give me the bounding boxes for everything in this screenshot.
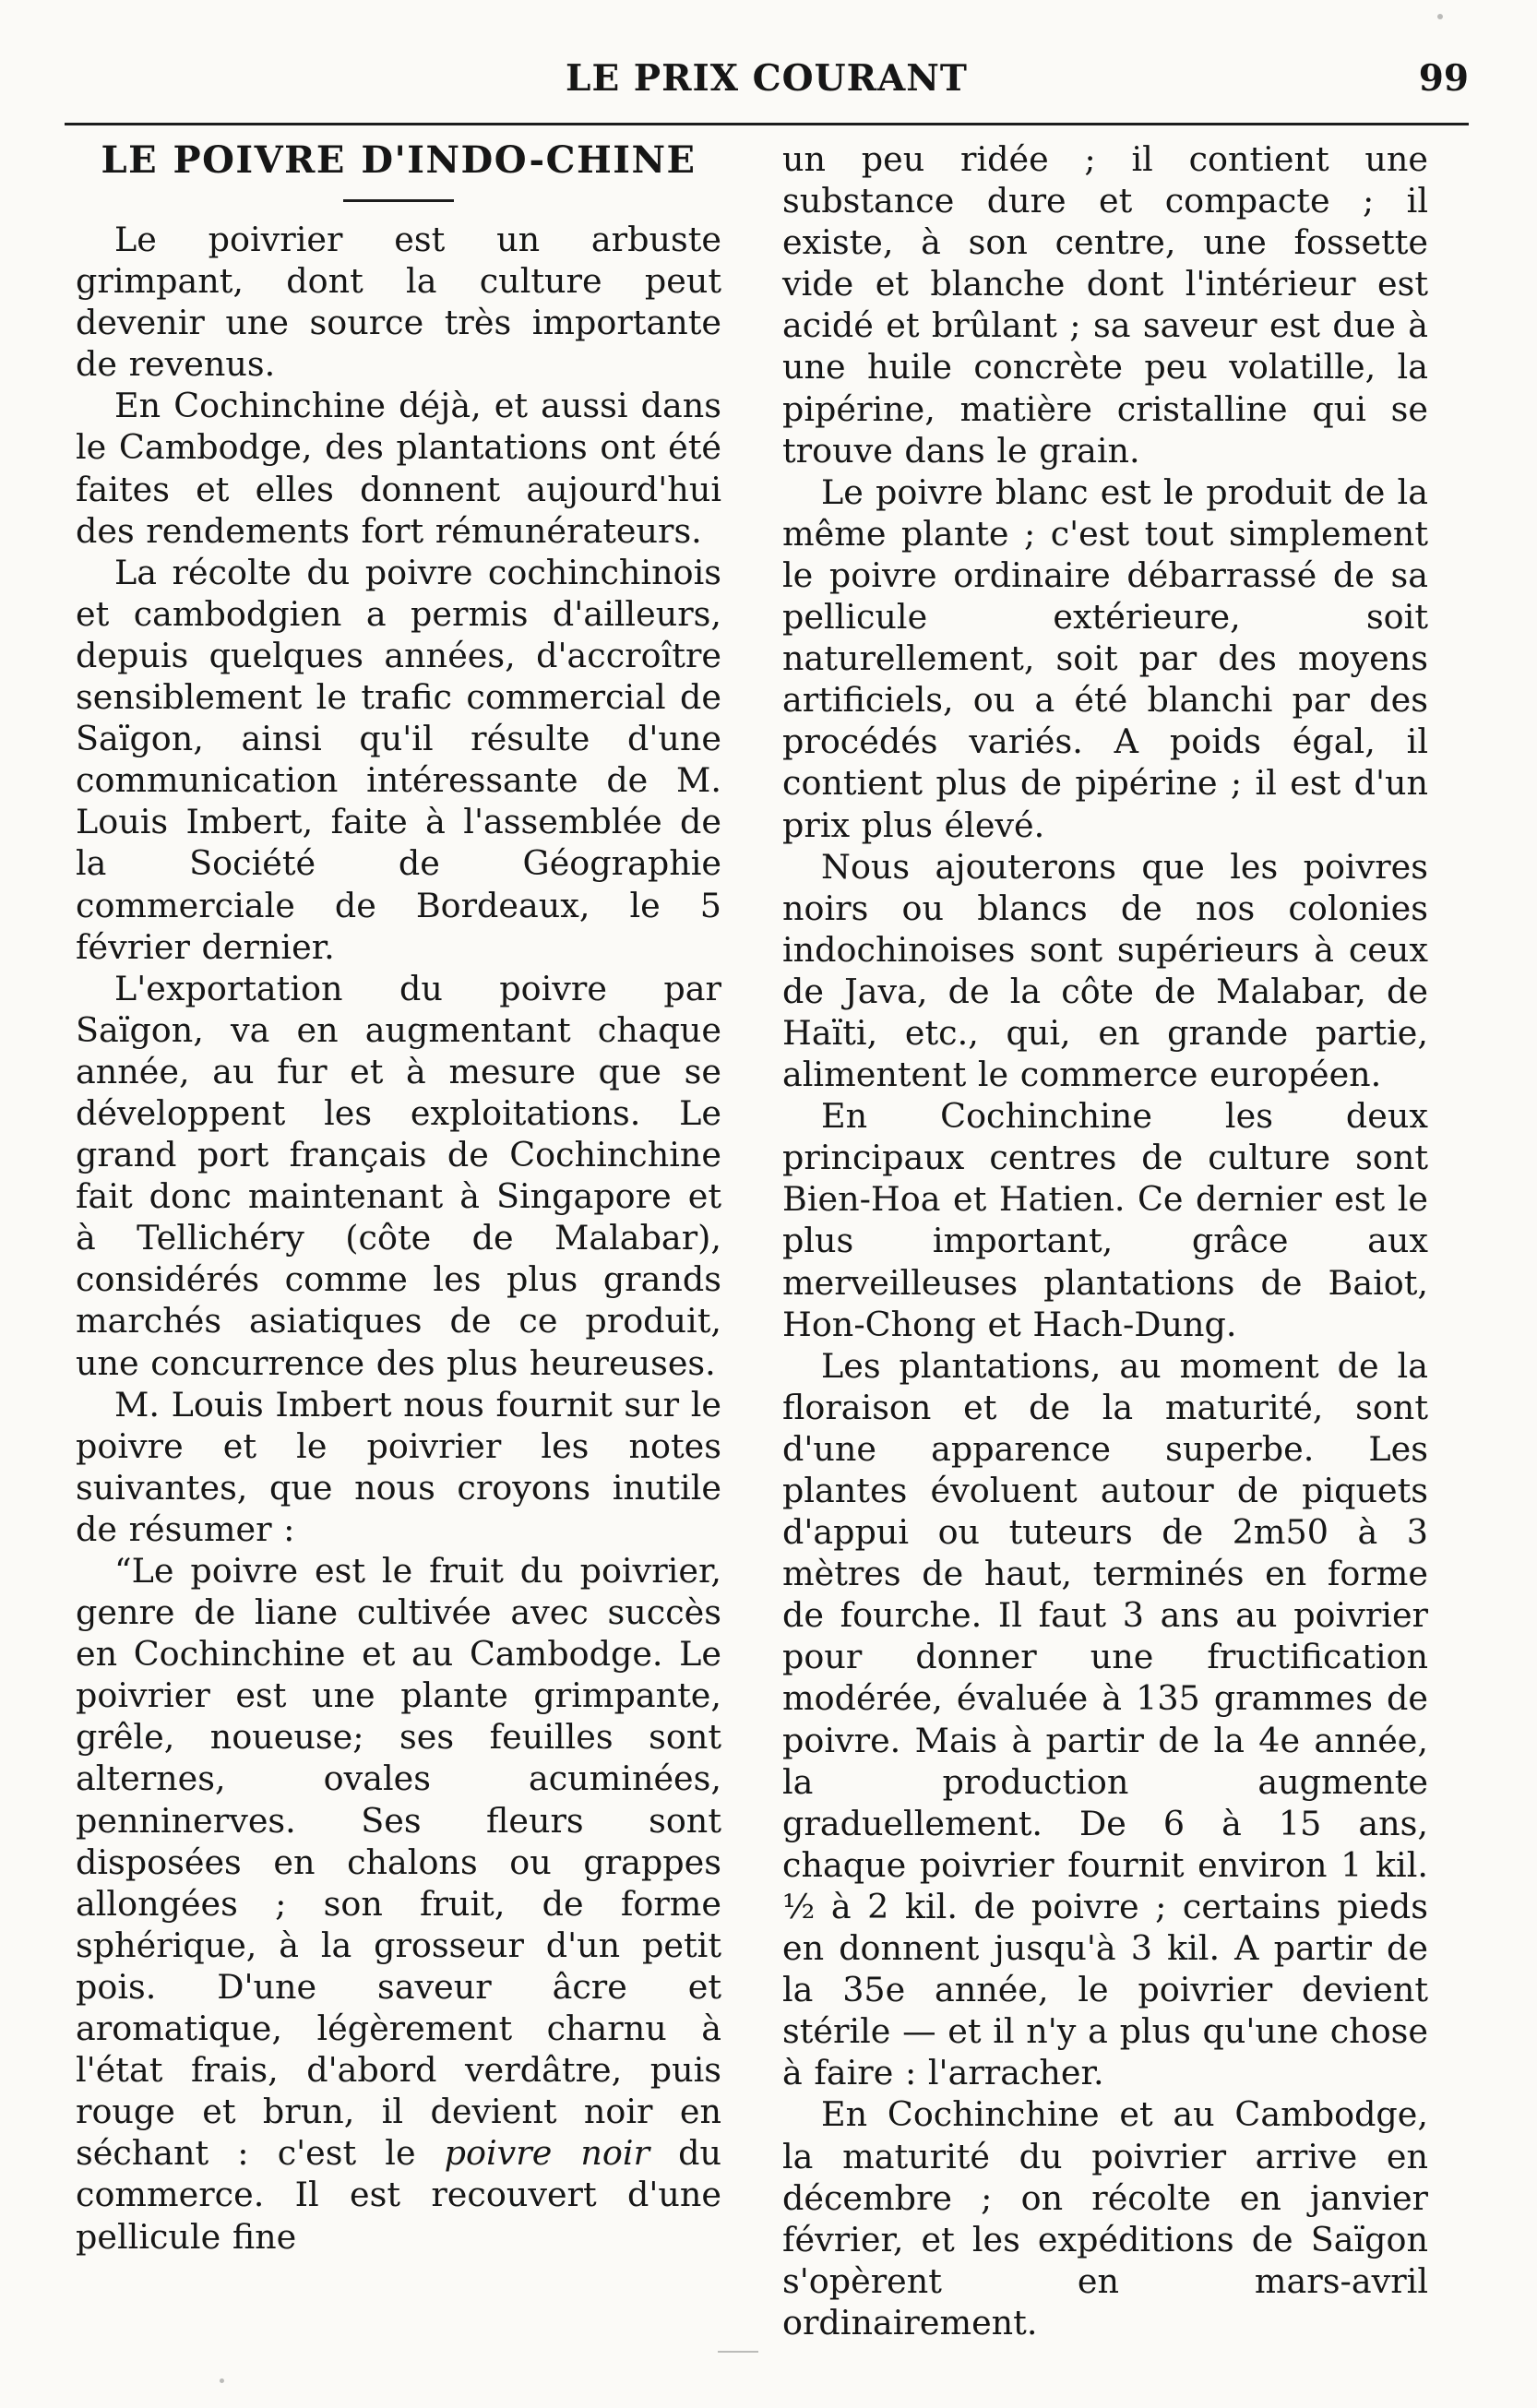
header-rule: [65, 123, 1469, 125]
page-header: [65, 57, 1469, 113]
right-column: [782, 138, 1428, 2343]
article-title: LE POIVRE D'INDO-CHINE: [101, 138, 697, 182]
paragraph: M. Louis Imbert nous fournit sur le poivre et le poivrier les notes suivantes, que nous croyons inutile de résumer :: [76, 1384, 721, 1549]
quote-emphasis: poivre noir: [444, 2133, 650, 2174]
paragraph: En Cochinchine déjà, et aussi dans le Cambodge, des plantations ont été faites et elles donnent aujourd'hui des rendements fort rémunérateurs.: [76, 386, 721, 551]
paragraph: En Cochinchine les deux principaux centres de culture sont Bien-Hoa et Hatien. Ce dernier est le plus important, grâce aux merveilleuses plantations de Baiot, Hon-Chong et Hach-Dung.: [782, 1096, 1428, 1344]
paragraph: En Cochinchine et au Cambodge, la maturité du poivrier arrive en décembre ; on récolte en janvier février, et les expéditions de Saïgon s'opèrent en mars-avril ordinairement.: [782, 2094, 1428, 2342]
paragraph: Nous ajouterons que les poivres noirs ou blancs de nos colonies indochinoises sont supérieurs à ceux de Java, de la côte de Malabar, de Haïti, etc., qui, en grande partie, alimentent le commerce européen.: [782, 846, 1428, 1095]
print-speck: [220, 2378, 224, 2383]
paragraph: Le poivrier est un arbuste grimpant, dont la culture peut devenir une source très importante de revenus.: [76, 220, 721, 385]
print-speck: [718, 2351, 758, 2353]
running-title: LE PRIX COURANT: [566, 57, 968, 100]
paragraph: un peu ridée ; il contient une substance dure et compacte ; il existe, à son centre, une fossette vide et blanche dont l'intérieur est acidé et brûlant ; sa saveur est due à une huile concrète peu volatille, la pipérine, matière cristalline qui se trouve dans le grain.: [782, 139, 1428, 471]
print-speck: [1437, 14, 1443, 19]
title-divider: [343, 199, 454, 202]
paragraph: L'exportation du poivre par Saïgon, va en augmentant chaque année, au fur et à mesure que se développent les exploitations. Le grand port français de Cochinchine fait donc maintenant à Singapore et à Tellichéry (côte de Malabar), considérés comme les plus grands marchés asiatiques de ce produit, une concurrence des plus heureuses.: [76, 968, 721, 1383]
paragraph: La récolte du poivre cochinchinois et cambodgien a permis d'ailleurs, depuis quelques années, d'accroître sensiblement le trafic commercial de Saïgon, ainsi qu'il résulte d'une communication intéressante de M. Louis Imbert, faite à l'assemblée de la Société de Géographie commerciale de Bordeaux, le 5 février dernier.: [76, 552, 721, 967]
paragraph: Les plantations, au moment de la floraison et de la maturité, sont d'une apparence superbe. Les plantes évoluent autour de piquets d'appui ou tuteurs de 2m50 à 3 mètres de haut, terminés en forme de fourche. Il faut 3 ans au poivrier pour donner une fructification modérée, évaluée à 135 grammes de poivre. Mais à partir de la 4e année, la production augmente graduellement. De 6 à 15 ans, chaque poivrier fournit environ 1 kil. ½ à 2 kil. de poivre ; certains pieds en donnent jusqu'à 3 kil. A partir de la 35e année, le poivrier devient stérile — et il n'y a plus qu'une chose à faire : l'arracher.: [782, 1345, 1428, 2093]
page-number: 99: [1418, 57, 1469, 100]
quote-text: “Le poivre est le fruit du poivrier, genre de liane cultivée avec succès en Cochinchine et au Cambodge. Le poivrier est une plante grimpante, grêle, noueuse; ses feuilles sont alternes, ovales acuminées, penninerves. Ses fleurs sont disposées en chalons ou grappes allongées ; son fruit, de forme sphérique, à la grosseur d'un petit pois. D'une saveur âcre et aromatique, légèrement charnu à l'état frais, d'abord verdâtre, puis rouge et brun, il devient noir en séchant : c'est le: [76, 1551, 721, 2174]
quote-text: du commerce. Il est recouvert d'une pellicule fine: [76, 2133, 721, 2257]
quote-paragraph: [76, 1550, 721, 2258]
paragraph: Le poivre blanc est le produit de la même plante ; c'est tout simplement le poivre ordinaire débarrassé de sa pellicule extérieure, soit naturellement, soit par des moyens artificiels, ou a été blanchi par des procédés variés. A poids égal, il contient plus de pipérine ; il est d'un prix plus élevé.: [782, 471, 1428, 845]
left-column: [76, 138, 721, 2258]
